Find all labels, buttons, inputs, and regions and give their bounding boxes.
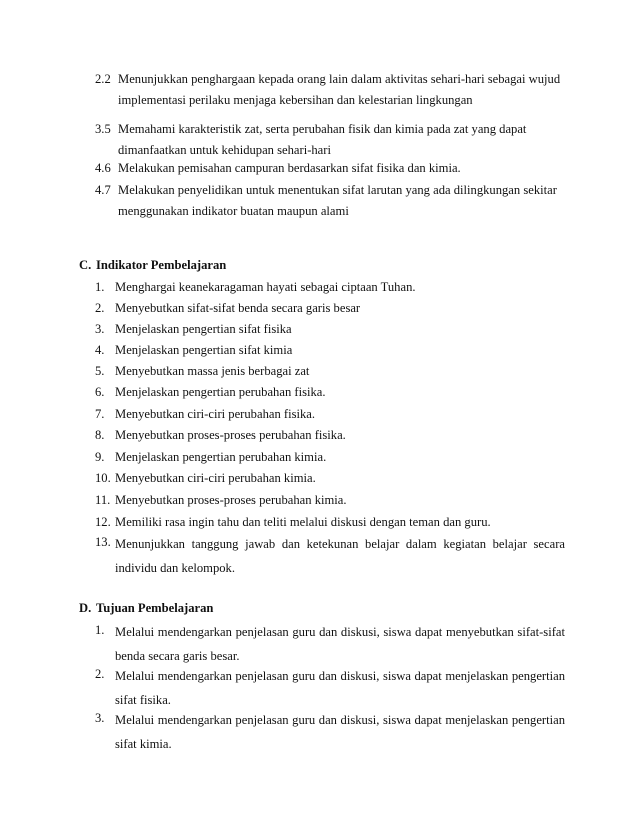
kd-number: 4.7 xyxy=(95,183,111,197)
list-item xyxy=(95,708,565,756)
kd-number: 2.2 xyxy=(95,72,111,86)
section-letter: D. xyxy=(79,601,92,615)
section-title: Indikator Pembelajaran xyxy=(96,258,227,272)
list-number: 13. xyxy=(95,535,111,549)
list-number: 6. xyxy=(95,385,105,399)
list-item xyxy=(95,298,565,319)
kd-text-continued: implementasi perilaku menjaga kebersihan dan kelestarian lingkungan xyxy=(118,93,473,107)
list-item xyxy=(95,620,565,668)
list-text: Menjelaskan pengertian perubahan fisika. xyxy=(115,385,326,399)
list-item xyxy=(95,425,565,446)
list-text: Melalui mendengarkan penjelasan guru dan diskusi, siswa dapat menyebutkan sifat-sifat benda secara garis besar. xyxy=(115,625,565,663)
list-text: Melalui mendengarkan penjelasan guru dan diskusi, siswa dapat menjelaskan pengertian sifat kimia. xyxy=(115,713,565,751)
list-number: 1. xyxy=(95,623,105,637)
list-text: Menyebutkan ciri-ciri perubahan fisika. xyxy=(115,407,316,421)
section-letter: C. xyxy=(79,258,92,272)
list-number: 3. xyxy=(95,322,105,336)
list-number: 2. xyxy=(95,667,105,681)
kd-number: 3.5 xyxy=(95,122,111,136)
list-number: 10. xyxy=(95,471,111,485)
list-number: 4. xyxy=(95,343,105,357)
kd-text: Melakukan pemisahan campuran berdasarkan sifat fisika dan kimia. xyxy=(118,161,461,175)
list-item xyxy=(95,512,565,533)
list-item xyxy=(95,404,565,425)
kd-number: 4.6 xyxy=(95,161,111,175)
list-item xyxy=(95,319,565,340)
list-number: 5. xyxy=(95,364,105,378)
kd-item xyxy=(95,69,567,111)
list-text: Menyebutkan sifat-sifat benda secara garis besar xyxy=(115,301,361,315)
kd-item xyxy=(95,158,567,179)
list-text: Melalui mendengarkan penjelasan guru dan diskusi, siswa dapat menjelaskan pengertian sifat fisika. xyxy=(115,669,565,707)
list-number: 7. xyxy=(95,407,105,421)
list-text: Memiliki rasa ingin tahu dan teliti melalui diskusi dengan teman dan guru. xyxy=(115,515,491,529)
list-text: Menyebutkan proses-proses perubahan kimia. xyxy=(115,493,347,507)
list-item xyxy=(95,277,565,298)
list-item xyxy=(95,664,565,712)
list-text: Menyebutkan ciri-ciri perubahan kimia. xyxy=(115,471,316,485)
kd-text: Melakukan penyelidikan untuk menentukan sifat larutan yang ada dilingkungan sekitar xyxy=(118,183,557,197)
list-number: 3. xyxy=(95,711,105,725)
list-text: Menghargai keanekaragaman hayati sebagai ciptaan Tuhan. xyxy=(115,280,416,294)
kd-text: Memahami karakteristik zat, serta perubahan fisik dan kimia pada zat yang dapat xyxy=(118,122,527,136)
list-item xyxy=(95,340,565,361)
kd-text-continued: menggunakan indikator buatan maupun alami xyxy=(118,204,349,218)
list-item xyxy=(95,532,565,580)
list-text: Menunjukkan tanggung jawab dan ketekunan belajar dalam kegiatan belajar secara individu dan kelompok. xyxy=(115,537,565,575)
list-number: 9. xyxy=(95,450,105,464)
list-item xyxy=(95,447,565,468)
section-title: Tujuan Pembelajaran xyxy=(96,601,214,615)
list-text: Menjelaskan pengertian perubahan kimia. xyxy=(115,450,327,464)
list-text: Menyebutkan massa jenis berbagai zat xyxy=(115,364,310,378)
list-text: Menjelaskan pengertian sifat kimia xyxy=(115,343,293,357)
list-item xyxy=(95,382,565,403)
list-text: Menyebutkan proses-proses perubahan fisika. xyxy=(115,428,346,442)
list-number: 1. xyxy=(95,280,105,294)
section-c-heading xyxy=(79,255,226,275)
kd-text-continued: dimanfaatkan untuk kehidupan sehari-hari xyxy=(118,143,331,157)
kd-item xyxy=(95,180,567,222)
list-text: Menjelaskan pengertian sifat fisika xyxy=(115,322,292,336)
kd-text: Menunjukkan penghargaan kepada orang lain dalam aktivitas sehari-hari sebagai wujud xyxy=(118,72,561,86)
section-d-heading xyxy=(79,598,213,618)
list-item xyxy=(95,361,565,382)
kd-item xyxy=(95,119,567,161)
list-number: 8. xyxy=(95,428,105,442)
list-item xyxy=(95,468,565,489)
list-item xyxy=(95,490,565,511)
list-number: 12. xyxy=(95,515,111,529)
list-number: 2. xyxy=(95,301,105,315)
list-number: 11. xyxy=(95,493,111,507)
